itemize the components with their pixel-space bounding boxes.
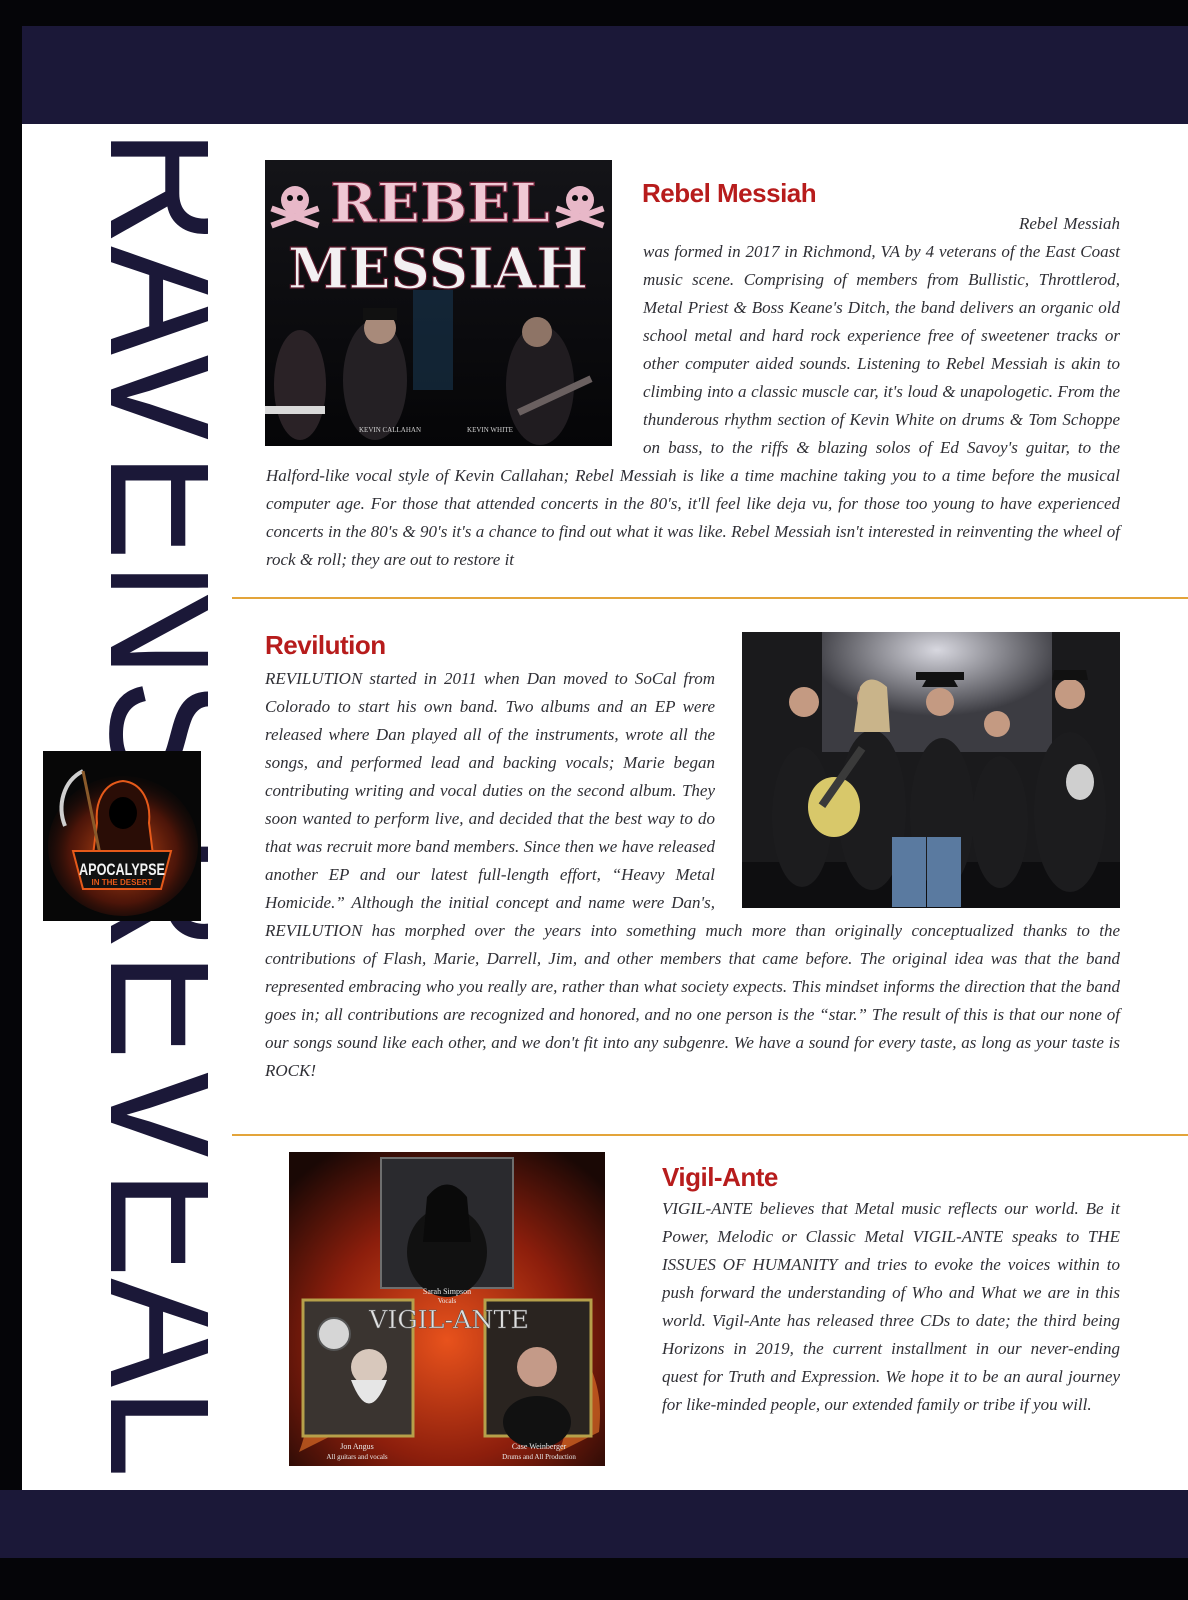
wrap-spacer [266,210,643,448]
badge-name: APOCALYPSE [79,860,165,879]
section-heading-rebel-messiah: Rebel Messiah [642,178,817,208]
vigil-ante-member-top-name: Sarah Simpson [422,1287,472,1296]
rebel-messiah-caption-left: KEVIN CALLAHAN [358,426,422,434]
badge-tagline: IN THE DESERT [91,878,153,887]
vigil-ante-member-left-name: Jon Angus [340,1442,374,1451]
section-heading-revilution: Revilution [265,630,386,660]
section-heading-vigil-ante: Vigil-Ante [662,1162,778,1192]
section-body-vigil-ante: VIGIL-ANTE believes that Metal music reflects our world. Be it Power, Melodic or Classic Metal VIGIL-ANTE speaks to THE ISSUES OF HUMANITY and tries to evoke the voices within to push forward the understanding of Who and What we are in this world. Vigil-Ante has released three CDs to date; the third being Horizons in 2019, the current installment in our never-ending quest for Truth and Expression. We hope it to be an aural journey for like-minded people, our extended family or tribe if you will. [662,1199,1120,1414]
rebel-messiah-caption-right: KEVIN WHITE [467,426,513,434]
rebel-messiah-logo-line2: MESSIAH [288,236,588,302]
section-body-revilution: REVILUTION started in 2011 when Dan moved to SoCal from Colorado to start his own band. Two albums and an EP were released where Dan played all of the instruments, wrote all the songs, and performed lead and backing vocals; Marie began contributing writing and vocal duties on the second album. They soon wanted to perform live, and decided that the best way to do that was recruit more band members. Since then we have released another EP and our latest full-length effort, “Heavy Metal Homicide.” Although the initial concept and name were Dan's, REVILUTION has morphed over the years into something much more than originally conceptualized thanks to the contributions of Flash, Marie, Darrell, Jim, and other members that came before. The original idea was that the band represented embracing who you really are, rather than what society expects. This mindset informs the direction that the band goes in; all contributions are recognized and honored, and no one person is the “star.” The result of this is that our none of our songs sound like each other, and we don't fit into any subgenre. We have a sound for every taste, as long as your taste is ROCK! [265,665,1120,1085]
wrap-spacer [715,665,1120,917]
section-divider-2 [232,1134,1188,1136]
vigil-ante-member-top-role: Vocals [437,1297,457,1305]
vigil-ante-logo: VIGIL-ANTE [367,1306,529,1334]
vigil-ante-member-right-role: Drums and All Production [502,1453,576,1461]
section-body-rebel-messiah: Rebel Messiah was formed in 2017 in Richmond, VA by 4 veterans of the East Coast music scene. Comprising of members from Bullistic, Throttlerod, Metal Priest & Boss Keane's Ditch, the band delivers an organic old school metal and hard rock experience free of sweetener tracks or other computer aided sounds. Listening to Rebel Messiah is akin to climbing into a classic muscle car, it's loud & unapologetic. From the thunderous rhythm section of Kevin White on drums & Tom Schoppe on bass, to the riffs & blazing solos of Ed Savoy's guitar, to the Halford-like vocal style of Kevin Callahan; Rebel Messiah is like a time machine taking you to a time before the musical computer age. For those that attended concerts in the 80's, it'll feel like deja vu, for those too young to have experienced concerts in the 80's & 90's it's a chance to find out what it was like. Rebel Messiah isn't interested in reinventing the wheel of rock & roll; they are out to restore it [266,210,1120,574]
vigil-ante-member-left-role: All guitars and vocals [326,1453,388,1461]
rebel-messiah-logo-line1: REBEL [330,171,550,235]
apocalypse-badge [43,751,201,921]
bottom-band [0,1490,1188,1600]
vigil-ante-member-right-name: Case Weinberger [511,1442,567,1451]
vigil-ante-photo [289,1152,605,1466]
left-edge [0,26,22,1556]
top-band [0,0,1188,124]
section-divider-1 [232,597,1188,599]
